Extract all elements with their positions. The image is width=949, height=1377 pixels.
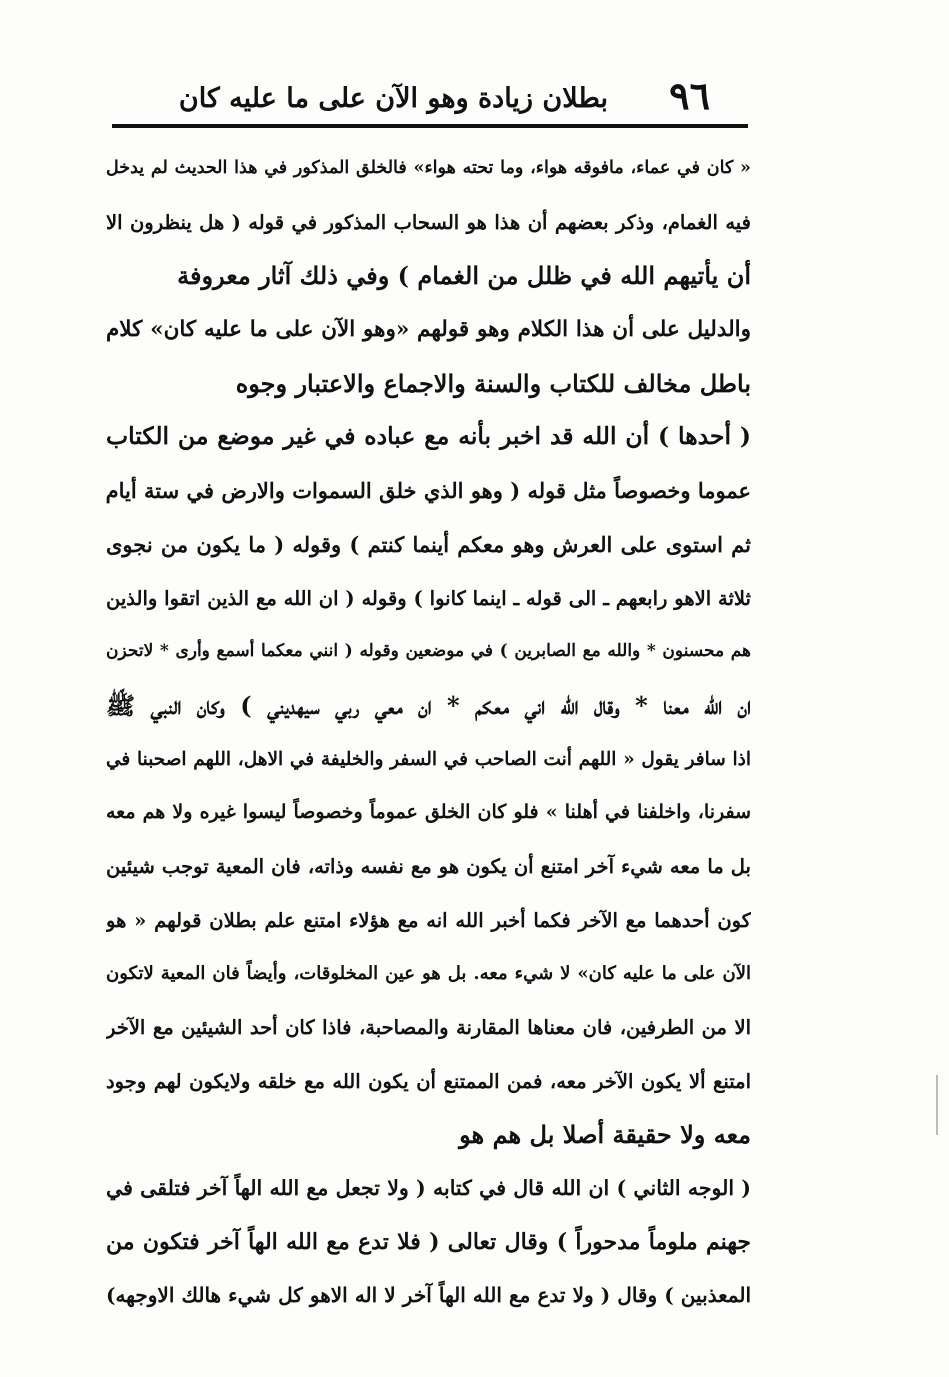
page-header	[112, 72, 748, 120]
body-text	[106, 142, 751, 1323]
running-title: بطلان زيادة وهو الآن على ما عليه كان	[178, 83, 608, 114]
text-line: المعذبين ) وقال ( ولا تدع مع الله الهاً آخر لا اله الاهو كل شيء هالك الاوجهه)	[106, 1283, 751, 1308]
text-line: كون أحدهما مع الآخر فكما أخبر الله انه مع هؤلاء امتنع علم بطلان قولهم « هو	[106, 908, 751, 932]
scan-edge-mark	[936, 1075, 938, 1135]
text-line: معه ولا حقيقة أصلا بل هم هو	[459, 1120, 751, 1150]
text-line: هم محسنون * والله مع الصابرين ) في موضعين وقوله ( انني معكما أسمع وأرى * لاتحزن	[106, 641, 751, 662]
text-line: ثلاثة الاهو رابعهم ـ الى قوله ـ اينما كانوا ) وقوله ( ان الله مع الذين اتقوا والذين	[106, 586, 751, 610]
text-line: ان الله معنا * وقال الله اني معكم * ان معي ربي سيهديني ) وكان النبي ﷺ	[106, 690, 751, 720]
text-line: أن يأتيهم الله في ظلل من الغمام ) وفي ذلك آثار معروفة	[177, 261, 751, 291]
text-line: ثم استوى على العرش وهو معكم أينما كنتم ) وقوله ( ما يكون من نجوى	[106, 531, 751, 557]
text-line: ( الوجه الثاني ) ان الله قال في كتابه ( ولا تجعل مع الله الهاً آخر فتلقى في	[106, 1176, 751, 1201]
text-line: جهنم ملوماً مدحوراً ) وقال تعالى ( فلا تدع مع الله الهاً آخر فتكون من	[106, 1228, 751, 1255]
text-line: فيه الغمام، وذكر بعضهم أن هذا هو السحاب المذكور في قوله ( هل ينظرون الا	[106, 210, 751, 234]
page-number: ٩٦	[669, 73, 710, 118]
text-line: والدليل على أن هذا الكلام وهو قولهم «وهو الآن على ما عليه كان» كلام	[106, 317, 751, 343]
text-line: « كان في عماء، مافوقه هواء، وما تحته هواء» فالخلق المذكور في هذا الحديث لم يدخل	[106, 158, 751, 178]
text-line: ( أحدها ) أن الله قد اخبر بأنه مع عباده في غير موضع من الكتاب	[106, 422, 751, 451]
text-line: اذا سافر يقول « اللهم أنت الصاحب في السفر والخليفة في الاهل، اللهم اصحبنا في	[106, 748, 751, 770]
text-line: باطل مخالف للكتاب والسنة والاجماع والاعتبار وجوه	[235, 368, 751, 398]
text-line: امتنع ألا يكون الآخر معه، فمن الممتنع أن يكون الله مع خلقه ولايكون لهم وجود	[106, 1069, 751, 1093]
text-line: عموما وخصوصاً مثل قوله ( وهو الذي خلق السموات والارض في ستة أيام	[106, 478, 751, 504]
text-line: بل ما معه شيء آخر امتنع أن يكون هو مع نفسه وذاته، فان المعية توجب شيئين	[106, 854, 751, 878]
header-rule	[112, 124, 748, 128]
text-line: سفرنا، واخلفنا في أهلنا » فلو كان الخلق عموماً وخصوصاً ليسوا غيره ولا هم معه	[106, 801, 751, 824]
text-line: الآن على ما عليه كان» لا شيء معه. بل هو عين المخلوقات، وأيضاً فان المعية لاتكون	[106, 963, 751, 985]
text-line: الا من الطرفين، فان معناها المقارنة والمصاحبة، فاذا كان أحد الشيئين مع الآخر	[106, 1016, 751, 1039]
